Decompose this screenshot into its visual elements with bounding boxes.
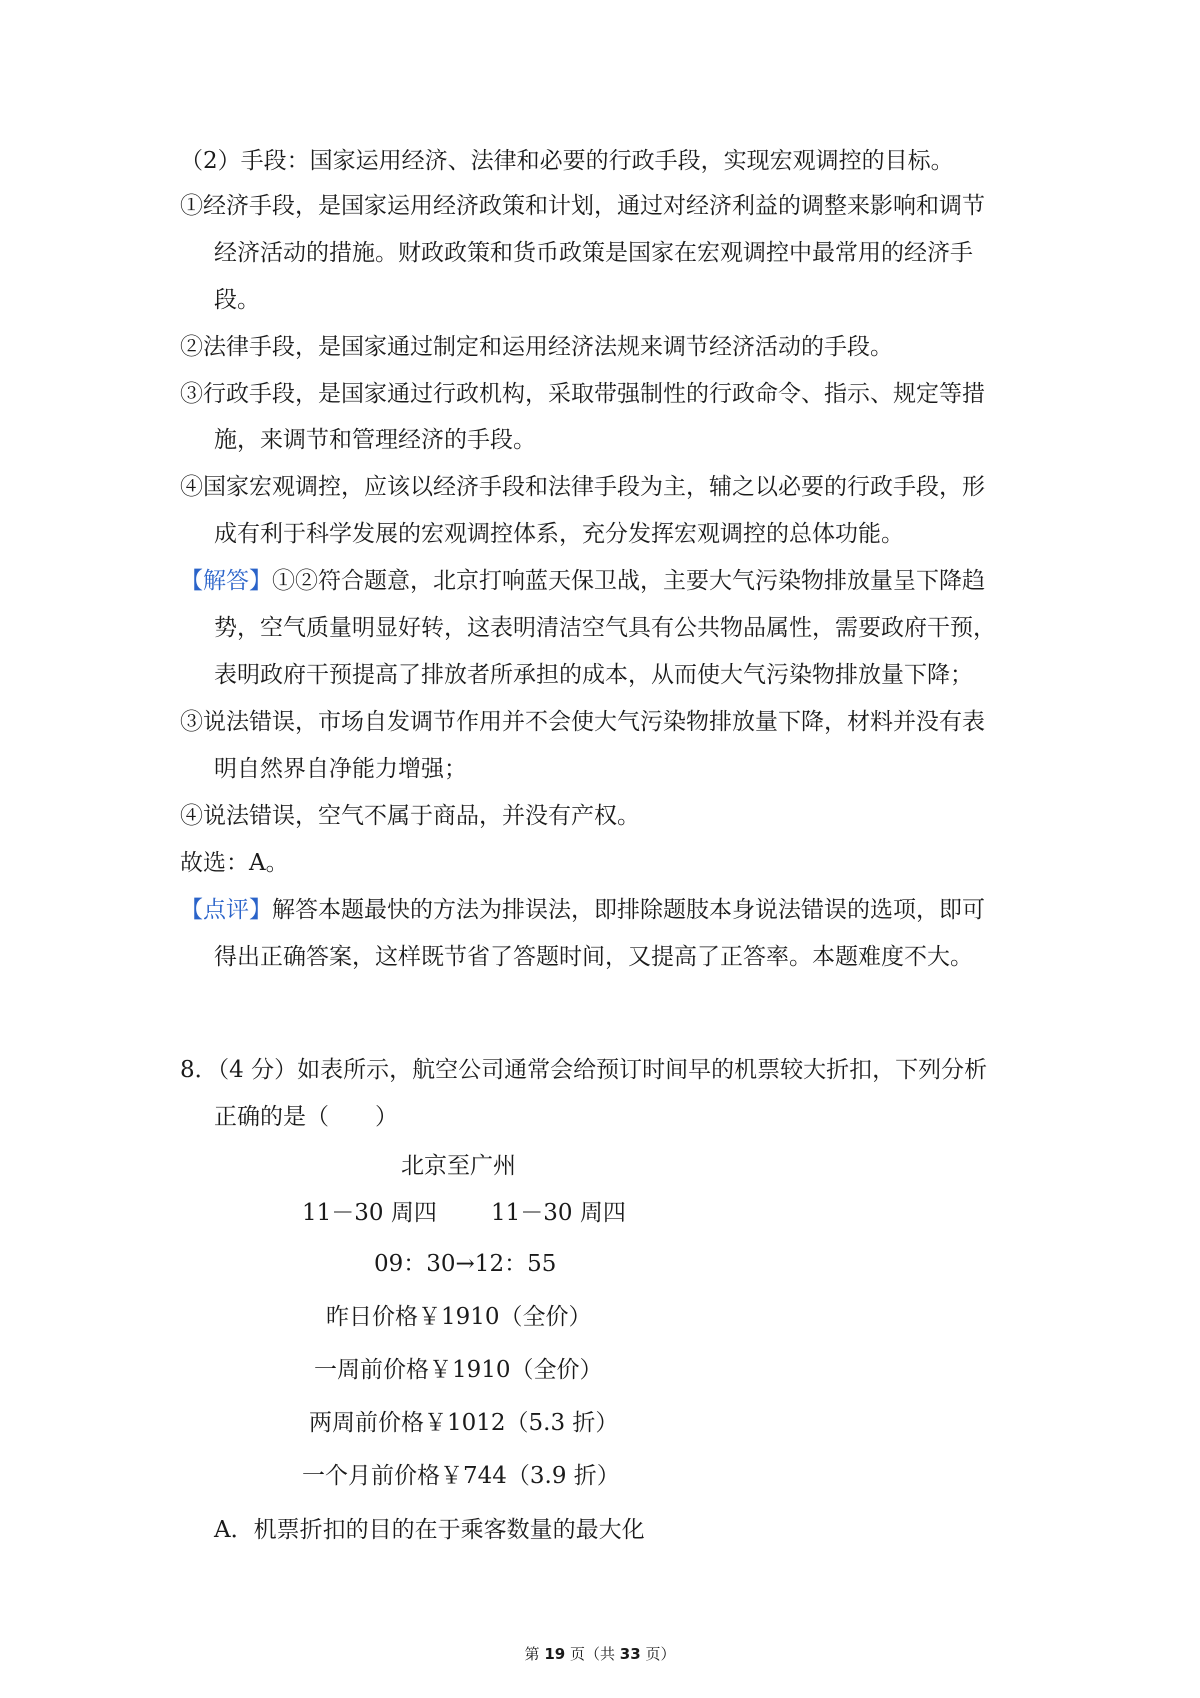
answer-choice: 故选：A。 xyxy=(180,850,289,876)
footer-prefix: 第 xyxy=(524,1645,540,1663)
footer-suffix: 页） xyxy=(645,1645,676,1663)
answer-item-3-line-2: 明自然界自净能力增强； xyxy=(214,756,467,782)
means-heading: （2）手段：国家运用经济、法律和必要的行政手段，实现宏观调控的目标。 xyxy=(180,148,954,174)
means-item-4-line-1: ④国家宏观调控，应该以经济手段和法律手段为主，辅之以必要的行政手段，形 xyxy=(180,474,985,500)
comment-line-2: 得出正确答案，这样既节省了答题时间，又提高了正答率。本题难度不大。 xyxy=(214,944,973,970)
comment-tag: 【点评】 xyxy=(180,897,272,923)
answer-tag: 【解答】 xyxy=(180,568,272,594)
means-item-3-line-2: 施，来调节和管理经济的手段。 xyxy=(214,427,536,453)
flight-date-left: 11－30 周四 xyxy=(302,1200,437,1226)
means-item-1-line-1: ①经济手段，是国家运用经济政策和计划，通过对经济利益的调整来影响和调节 xyxy=(180,193,985,219)
flight-route: 北京至广州 xyxy=(401,1153,516,1179)
means-item-1-line-2: 经济活动的措施。财政政策和货币政策是国家在宏观调控中最常用的经济手 xyxy=(214,240,973,266)
footer-middle: 页（共 xyxy=(569,1645,615,1663)
price-two-weeks: 两周前价格￥1012（5.3 折） xyxy=(309,1410,619,1436)
means-item-4-line-2: 成有利于科学发展的宏观调控体系，充分发挥宏观调控的总体功能。 xyxy=(214,521,904,547)
question-8-line-1: 8．（4 分）如表所示，航空公司通常会给预订时间早的机票较大折扣，下列分析 xyxy=(180,1057,988,1083)
flight-date-right: 11－30 周四 xyxy=(491,1200,626,1226)
answer-item-3-line-1: ③说法错误，市场自发调节作用并不会使大气污染物排放量下降，材料并没有表 xyxy=(180,709,985,735)
means-item-1-line-3: 段。 xyxy=(214,287,260,313)
price-one-week: 一周前价格￥1910（全价） xyxy=(314,1357,603,1383)
answer-line-1 xyxy=(180,565,985,597)
comment-text-1: 解答本题最快的方法为排误法，即排除题肢本身说法错误的选项，即可 xyxy=(272,897,985,923)
price-yesterday: 昨日价格￥1910（全价） xyxy=(326,1304,592,1330)
flight-time: 09：30→12：55 xyxy=(374,1251,557,1277)
means-item-2: ②法律手段，是国家通过制定和运用经济法规来调节经济活动的手段。 xyxy=(180,334,893,360)
footer-total-pages: 33 xyxy=(619,1645,641,1663)
comment-line-1 xyxy=(180,894,985,926)
answer-item-4: ④说法错误，空气不属于商品，并没有产权。 xyxy=(180,803,640,829)
option-a: A．机票折扣的目的在于乘客数量的最大化 xyxy=(214,1517,645,1543)
page-footer xyxy=(0,1643,1200,1664)
footer-current-page: 19 xyxy=(544,1645,566,1663)
answer-text-1: ①②符合题意，北京打响蓝天保卫战，主要大气污染物排放量呈下降趋 xyxy=(272,568,985,594)
answer-line-3: 表明政府干预提高了排放者所承担的成本，从而使大气污染物排放量下降； xyxy=(214,662,973,688)
means-item-3-line-1: ③行政手段，是国家通过行政机构，采取带强制性的行政命令、指示、规定等措 xyxy=(180,381,985,407)
price-one-month: 一个月前价格￥744（3.9 折） xyxy=(302,1463,620,1489)
answer-line-2: 势，空气质量明显好转，这表明清洁空气具有公共物品属性，需要政府干预， xyxy=(214,615,996,641)
question-8-line-2: 正确的是（ ） xyxy=(214,1104,398,1130)
